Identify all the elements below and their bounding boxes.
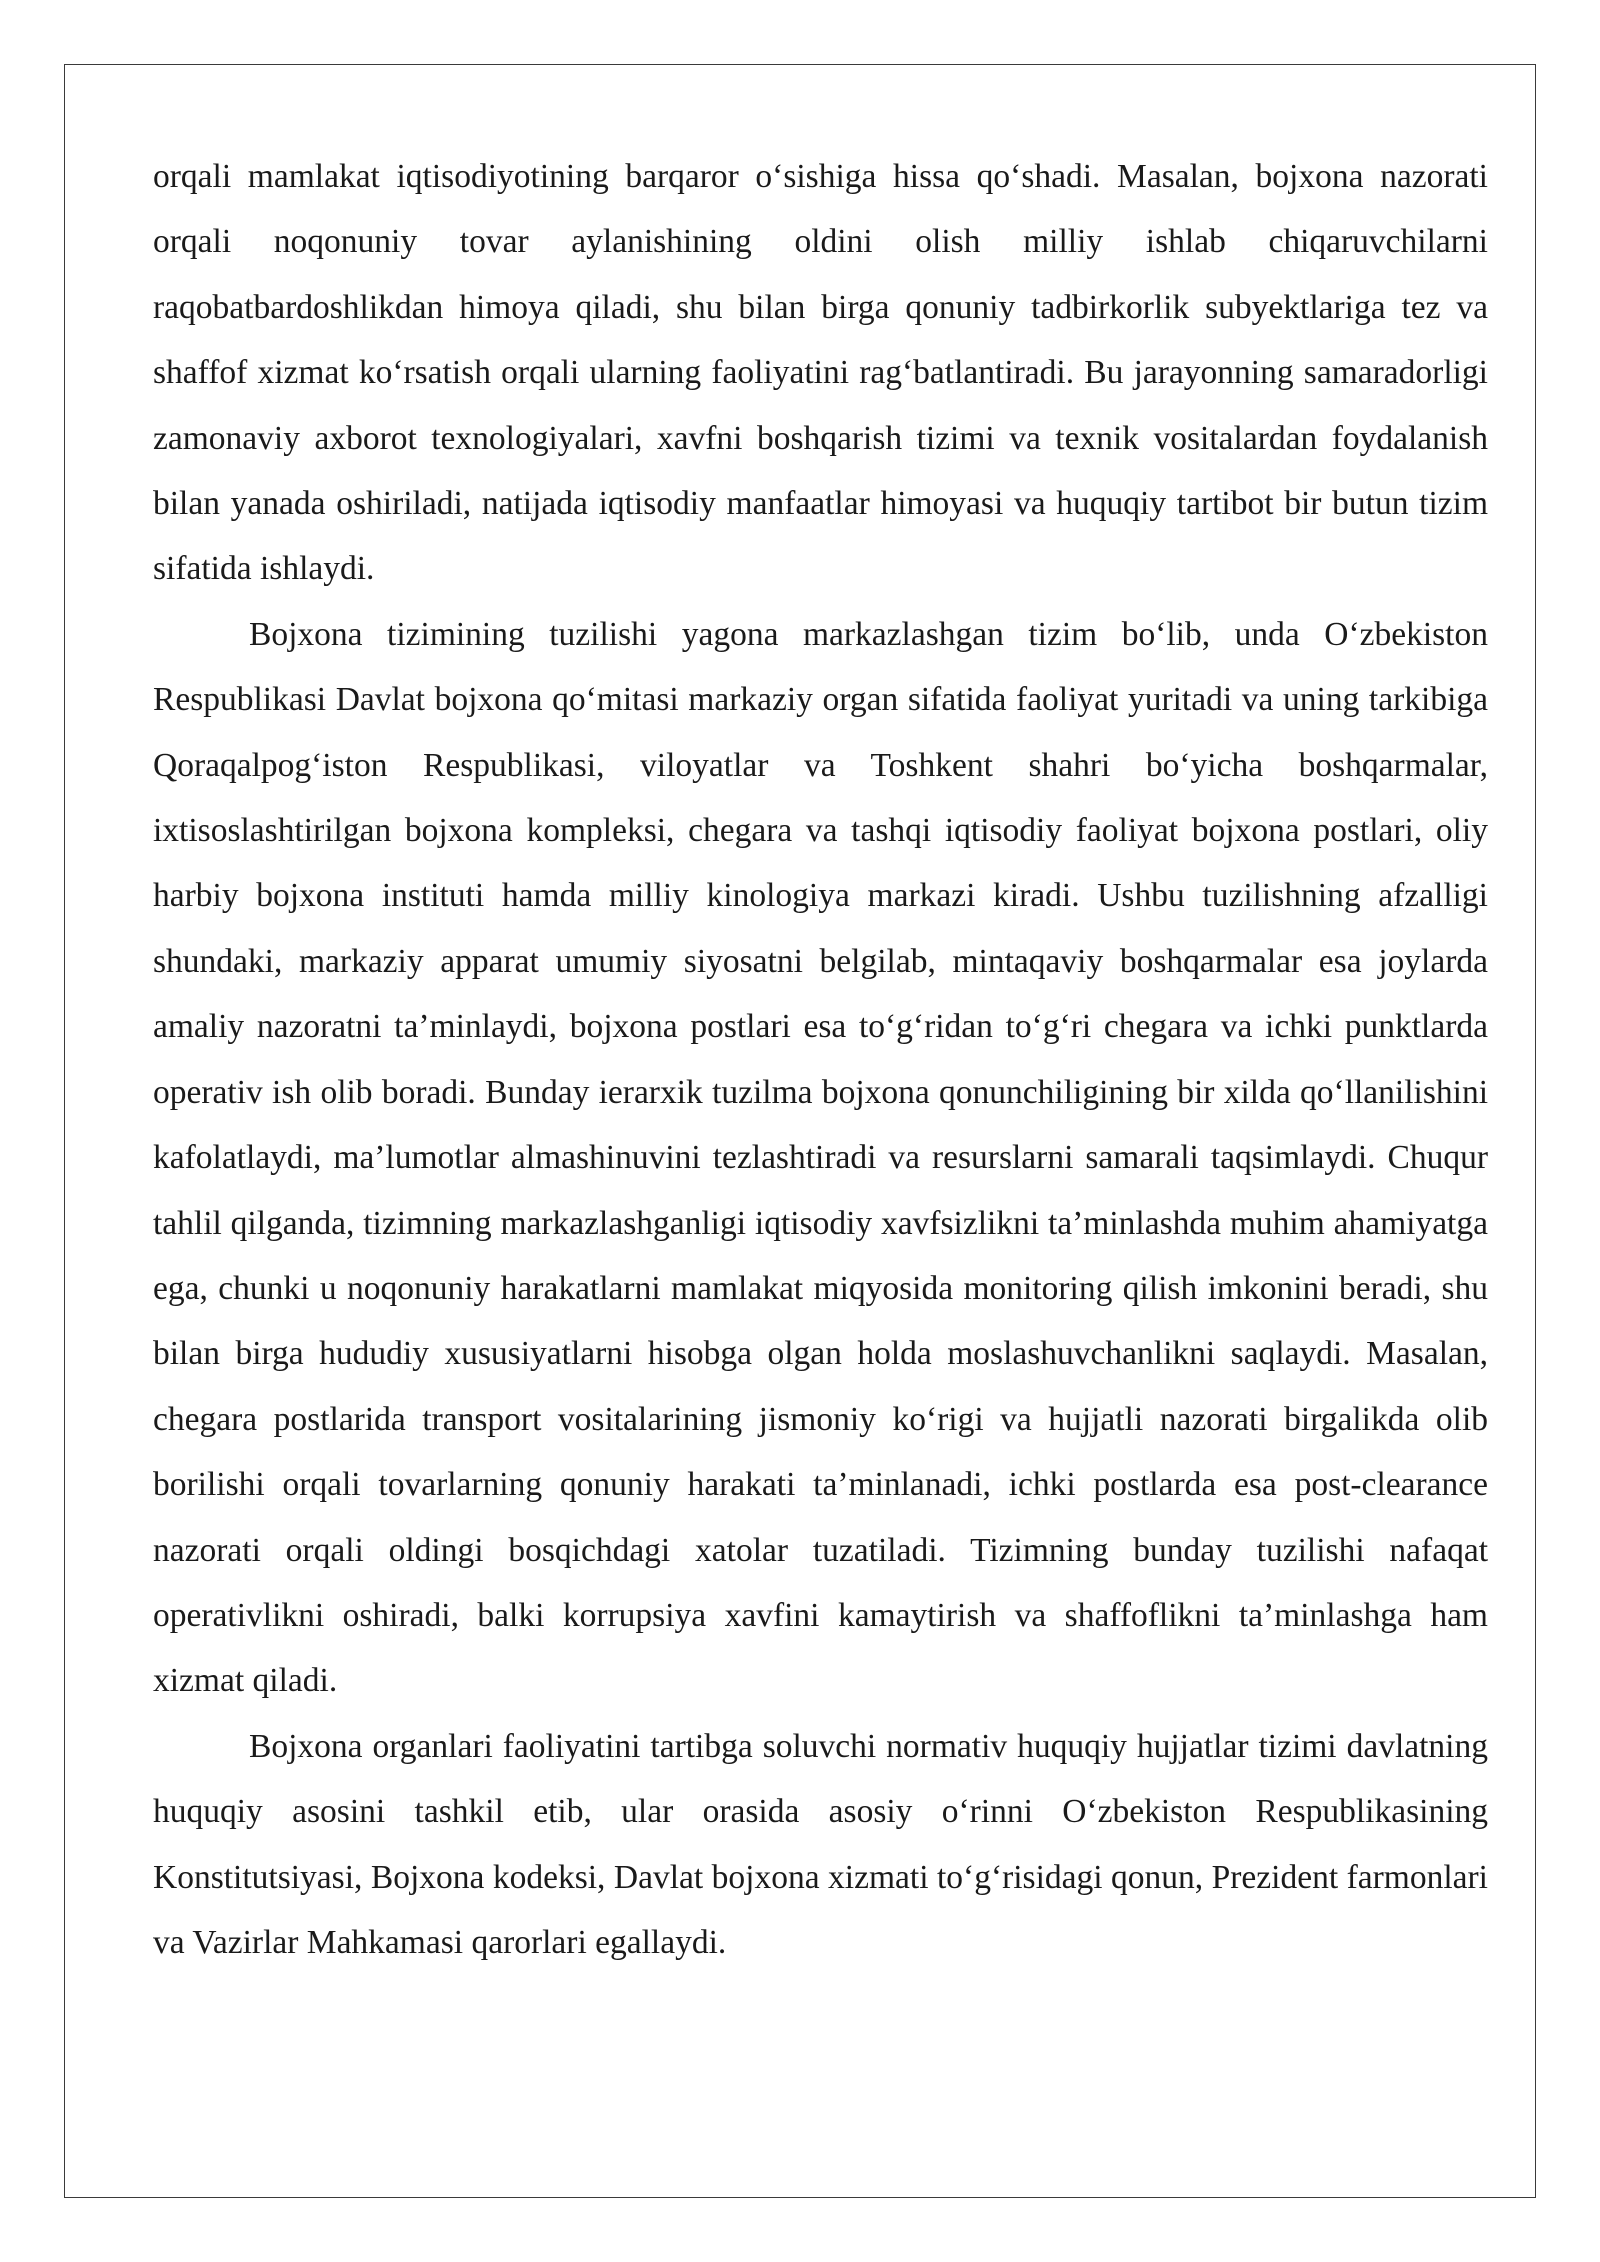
paragraph-normative-acts: Bojxona organlari faoliyatini tartibga soluvchi normativ huquqiy hujjatlar tizimi davlatning huquqiy asosini tashkil etib, ular orasida asosiy o‘rinni O‘zbekiston Respublikasining Konstitutsiyasi, Bojxona kodeksi, Davlat bojxona xizmati to‘g‘risidagi qonun, Prezident farmonlari va Vazirlar Mahkamasi qarorlari egallaydi. [153,1727,1488,1961]
paragraph-customs-structure: Bojxona tizimining tuzilishi yagona markazlashgan tizim bo‘lib, unda O‘zbekiston Respublikasi Davlat bojxona qo‘mitasi markaziy organ sifatida faoliyat yuritadi va uning tarkibiga Qoraqalpog‘iston Respublikasi, viloyatlar va Toshkent shahri bo‘yicha boshqarmalar, ixtisoslashtirilgan bojxona kompleksi, chegara va tashqi iqtisodiy faoliyat bojxona postlari, oliy harbiy bojxona instituti hamda milliy kinologiya markazi kiradi. Ushbu tuzilishning afzalligi shundaki, markaziy apparat umumiy siyosatni belgilab, mintaqaviy boshqarmalar esa joylarda amaliy nazoratni ta’minlaydi, bojxona postlari esa to‘g‘ridan to‘g‘ri chegara va ichki punktlarda operativ ish olib boradi. Bunday ierarxik tuzilma bojxona qonunchiligining bir xilda qo‘llanilishini kafolatlaydi, ma’lumotlar almashinuvini tezlashtiradi va resurslarni samarali taqsimlaydi. Chuqur tahlil qilganda, tizimning markazlashganligi iqtisodiy xavfsizlikni ta’minlashda muhim ahamiyatga ega, chunki u noqonuniy harakatlarni mamlakat miqyosida monitoring qilish imkonini beradi, shu bilan birga hududiy xususiyatlarni hisobga olgan holda moslashuvchanlikni saqlaydi. Masalan, chegara postlarida transport vositalarining jismoniy ko‘rigi va hujjatli nazorati birgalikda olib borilishi orqali tovarlarning qonuniy harakati ta’minlanadi, ichki postlarda esa post-clearance nazorati orqali oldingi bosqichdagi xatolar tuzatiladi. Tizimning bunday tuzilishi nafaqat operativlikni oshiradi, balki korrupsiya xavfini kamaytirish va shaffoflikni ta’minlashga ham xizmat qiladi. [153,615,1488,1700]
paragraph-continuation: orqali mamlakat iqtisodiyotining barqaror o‘sishiga hissa qo‘shadi. Masalan, bojxona nazorati orqali noqonuniy tovar aylanishining oldini olish milliy ishlab chiqaruvchilarni raqobatbardoshlikdan himoya qiladi, shu bilan birga qonuniy tadbirkorlik subyektlariga tez va shaffof xizmat ko‘rsatish orqali ularning faoliyatini rag‘batlantiradi. Bu jarayonning samaradorligi zamonaviy axborot texnologiyalari, xavfni boshqarish tizimi va texnik vositalardan foydalanish bilan yanada oshiriladi, natijada iqtisodiy manfaatlar himoyasi va huquqiy tartibot bir butun tizim sifatida ishlaydi. [153,158,1488,588]
document-body [153,144,1488,1975]
